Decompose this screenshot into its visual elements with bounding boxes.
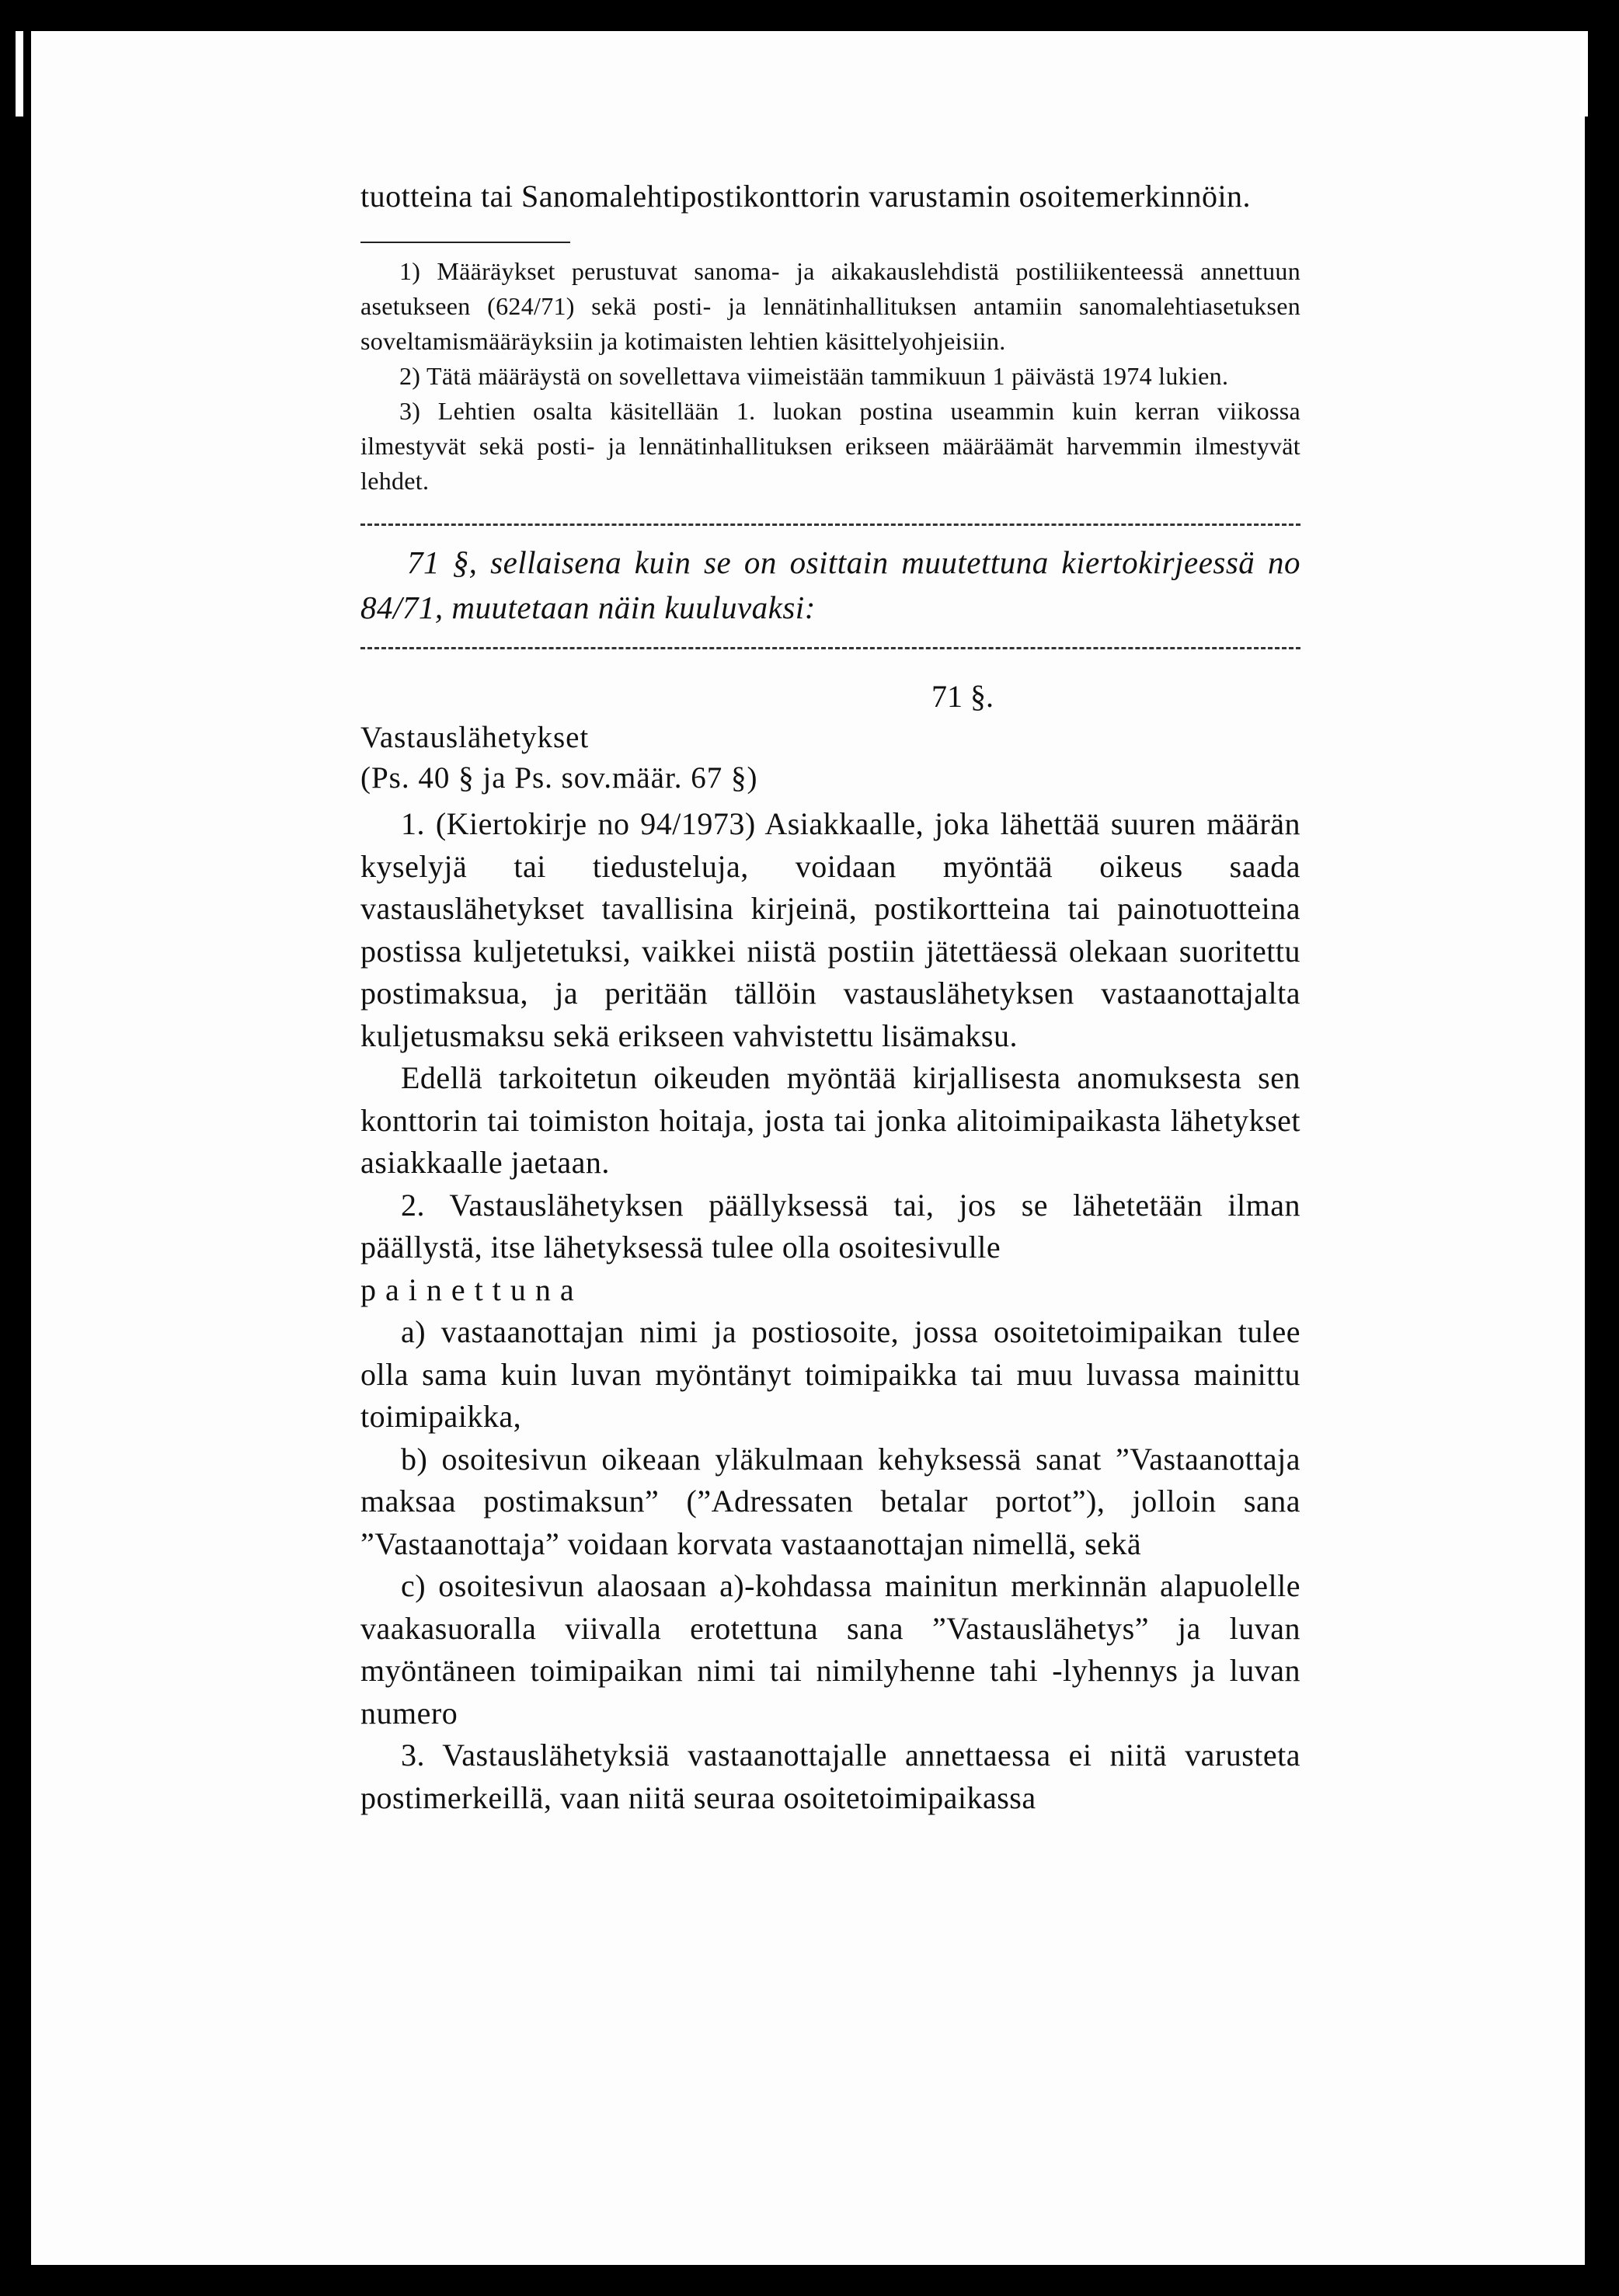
dashed-separator-bottom (360, 647, 1300, 649)
amendment-text: 71 §, sellaisena kuin se on osittain muutettuna kiertokirjeessä no 84/71, muutetaan näin kuuluvaksi: (360, 544, 1300, 625)
paragraph-4: 3. Vastauslähetyksiä vastaanottajalle annettaessa ei niitä varusteta postimerkeillä, vaan niitä seuraa osoitetoimipaikassa (360, 1738, 1300, 1815)
paragraph-2: Edellä tarkoitetun oikeuden myöntää kirjallisesta anomuksesta sen konttorin tai toimiston hoitaja, josta tai jonka alitoimipaikasta lähetykset asiakkaalle jaetaan. (360, 1060, 1300, 1180)
list-item-a: a) vastaanottajan nimi ja postiosoite, jossa osoitetoimipaikan tulee olla sama kuin luvan myöntänyt toimipaikka tai muu luvassa mainittu toimipaikka, (360, 1314, 1300, 1434)
paragraph-1: 1. (Kiertokirje no 94/1973) Asiakkaalle, joka lähettää suuren määrän kyselyjä tai tiedusteluja, voidaan myöntää oikeus saada vastauslähetykset tavallisina kirjeinä, postikortteina tai painotuotteina postissa kuljetetuksi, vaikkei niistä postiin jätettäessä olekaan suoritettu postimaksua, ja peritään tällöin vastauslähetyksen vastaanottajalta kuljetusmaksu sekä erikseen vahvistettu lisämaksu. (360, 806, 1300, 1053)
section-title: Vastauslähetykset (360, 721, 590, 754)
page-content (360, 175, 1300, 1819)
right-edge-marker (1580, 31, 1588, 117)
section-reference: (Ps. 40 § ja Ps. sov.määr. 67 §) (360, 761, 758, 795)
footnote-rule (360, 242, 570, 243)
list-item-c: c) osoitesivun alaosaan a)-kohdassa mainitun merkinnän alapuolelle vaakasuoralla viivalla erotettuna sana ”Vastauslähetys” ja luvan myöntäneen toimipaikan nimi tai nimilyhenne tahi -lyhennys ja luvan numero (360, 1568, 1300, 1731)
footnote-1: 1) Määräykset perustuvat sanoma- ja aikakauslehdistä postiliikenteessä annettuun asetukseen (624/71) sekä posti- ja lennätinhallituksen antamiin sanomalehtiasetuksen soveltamismääräyksiin ja kotimaisten lehtien käsittelyohjeisiin. (360, 257, 1300, 355)
list-item-b: b) osoitesivun oikeaan yläkulmaan kehyksessä sanat ”Vastaanottaja maksaa postimaksun” (”Adressaten betalar portot”), jolloin sana ”Vastaanottaja” voidaan korvata vastaanottajan nimellä, sekä (360, 1441, 1300, 1561)
dashed-separator-top (360, 524, 1300, 526)
footnote-2: 2) Tätä määräystä on sovellettava viimeistään tammikuun 1 päivästä 1974 lukien. (399, 362, 1229, 390)
left-edge-marker (16, 31, 23, 117)
footnote-3: 3) Lehtien osalta käsitellään 1. luokan postina useammin kuin kerran viikossa ilmestyvät sekä posti- ja lennätinhallituksen erikseen määräämät harvemmin ilmestyvät lehdet. (360, 397, 1300, 495)
paragraph-3: 2. Vastauslähetyksen päällyksessä tai, jos se lähetetään ilman päällystä, itse lähetyksessä tulee olla osoitesivulle (360, 1187, 1300, 1265)
section-number: 71 §. (931, 679, 994, 714)
paragraph-3-spaced-word: painettuna (360, 1271, 583, 1307)
intro-text: tuotteina tai Sanomalehtipostikonttorin varustamin osoitemerkinnöin. (360, 179, 1252, 214)
document-page (31, 31, 1585, 2265)
